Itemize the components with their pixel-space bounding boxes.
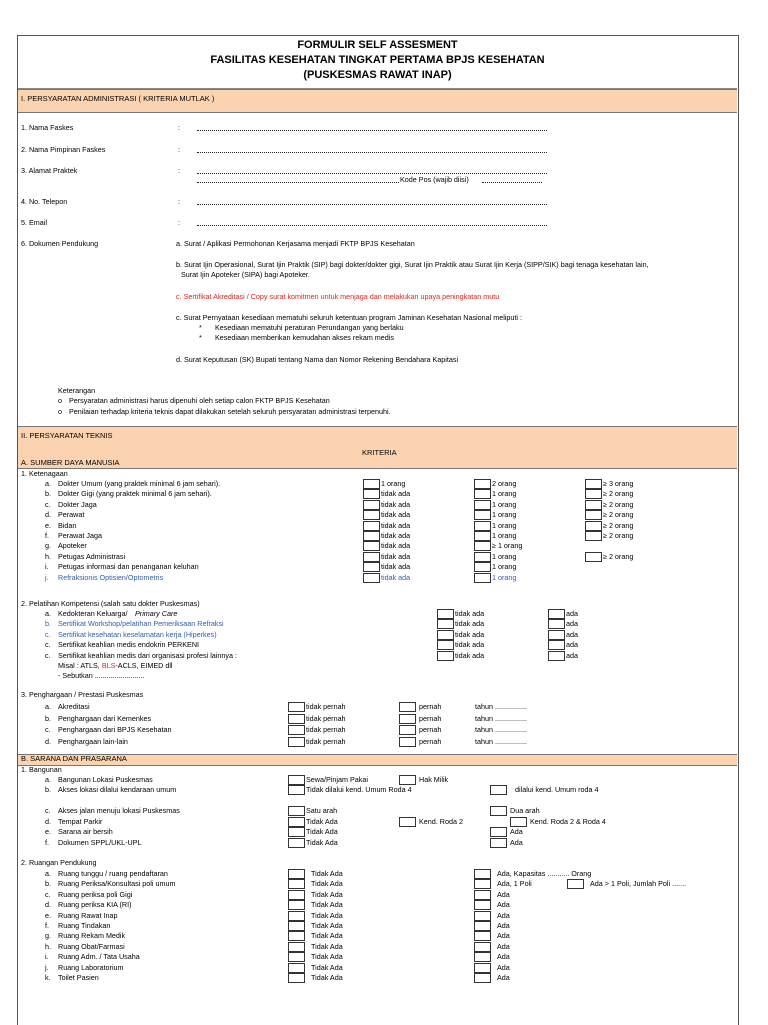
row-label: Sertifikat Workshop/pelatihan Pemeriksaan Refraksi xyxy=(58,619,224,629)
bullet-icon: * xyxy=(199,323,202,332)
option-1-label: tidak ada xyxy=(381,531,411,540)
section-teknis-band xyxy=(18,426,737,450)
option-1-label: tidak ada xyxy=(381,489,411,499)
field-input[interactable] xyxy=(197,204,547,205)
doc-a: a. Surat / Aplikasi Permohonan Kerjasama menjadi FKTP BPJS Kesehatan xyxy=(176,239,415,248)
field-colon: : xyxy=(178,197,180,206)
checkbox-option-3[interactable] xyxy=(585,500,602,510)
row-label: Sertifikat keahlian medis dari organisasi profesi lainnya : xyxy=(58,650,237,660)
field-label: 4. No. Telepon xyxy=(21,197,68,206)
checkbox-option-2[interactable] xyxy=(474,479,491,489)
option-1-label: tidak pernah xyxy=(306,736,346,746)
option-2-label: Dua arah xyxy=(510,806,540,815)
option-2-label: Ada xyxy=(497,962,510,972)
penghargaan-title: 3. Penghargaan / Prestasi Puskesmas xyxy=(21,690,144,699)
option-2-label: ada xyxy=(566,619,578,629)
row-label: Dokter Gigi (yang praktek minimal 6 jam sehari). xyxy=(58,489,212,499)
field-colon: : xyxy=(178,166,180,175)
checkbox-tidak-ada[interactable] xyxy=(288,963,305,973)
option-1-label: Satu arah xyxy=(306,806,338,815)
doc-d-item: * Kesediaan memberikan kemudahan akses rekam medis xyxy=(199,333,394,342)
checkbox-option-2[interactable] xyxy=(474,531,491,541)
option-1-label: tidak ada xyxy=(381,551,411,561)
checkbox-ada[interactable] xyxy=(474,973,491,983)
option-1-label: Tidak Ada xyxy=(311,900,343,910)
option-2-label: Ada, Kapasitas ........... Orang xyxy=(497,869,592,878)
option-1-label: Tidak dilalui kend. Umum Roda 4 xyxy=(306,785,412,794)
option-1-label: Tidak Ada xyxy=(311,869,343,878)
row-letter: e. xyxy=(45,827,51,836)
checkbox-option-3[interactable] xyxy=(585,531,602,541)
checkbox-option-1[interactable] xyxy=(363,562,380,572)
checkbox-option-1[interactable] xyxy=(288,817,305,827)
option-2-label: ≥ 1 orang xyxy=(492,541,523,551)
row-label: Perawat Jaga xyxy=(58,531,102,540)
checkbox-tidak-ada[interactable] xyxy=(437,640,454,650)
checkbox-option-2[interactable] xyxy=(474,541,491,551)
row-label: Dokumen SPPL/UKL-UPL xyxy=(58,838,142,847)
row-label: Toilet Pasien xyxy=(58,973,99,982)
tahun-input: tahun ................ xyxy=(475,702,527,711)
option-2-label: 1 orang xyxy=(492,520,517,530)
checkbox-option-2[interactable] xyxy=(490,838,507,848)
option-3-label: ≥ 2 orang xyxy=(603,489,634,499)
row-label: Ruang Periksa/Konsultasi poli umum xyxy=(58,879,176,889)
option-1-label: Tidak Ada xyxy=(306,838,338,847)
checkbox-option-1[interactable] xyxy=(363,510,380,520)
row-label: Ruang Obat/Farmasi xyxy=(58,941,125,951)
option-1-label: tidak ada xyxy=(455,619,485,629)
option-2-label: Ada xyxy=(497,952,510,962)
option-2-label: Ada xyxy=(497,931,510,941)
checkbox-option-1[interactable] xyxy=(288,806,305,816)
row-letter: d. xyxy=(45,900,51,910)
pelatihan-title: 2. Pelatihan Kompetensi (salah satu dokter Puskesmas) xyxy=(21,599,200,608)
doc-e: d. Surat Keputusan (SK) Bupati tentang Nama dan Nomor Rekening Bendahara Kapitasi xyxy=(176,355,459,364)
option-1-label: tidak ada xyxy=(381,510,411,520)
option-1-label: Tidak Ada xyxy=(311,952,343,962)
field-input[interactable] xyxy=(197,173,547,174)
option-3-label: ≥ 2 orang xyxy=(603,520,634,530)
row-label: Dokter Umum (yang praktek minimal 6 jam sehari). xyxy=(58,479,221,488)
row-label: Akses jalan menuju lokasi Puskesmas xyxy=(58,806,180,815)
row-letter: c. xyxy=(45,725,51,734)
option-2-label: Ada xyxy=(510,838,523,847)
row-label: Penghargaan dari BPJS Kesehatan xyxy=(58,725,172,734)
row-label: Ruang periksa KIA (RI) xyxy=(58,900,132,910)
option-1-label: Sewa/Pinjam Pakai xyxy=(306,775,368,784)
row-letter: i. xyxy=(45,562,49,572)
misal-part: Misal : ATLS, xyxy=(58,661,102,670)
option-2-label: 1 orang xyxy=(492,499,517,509)
keterangan-item: Penilaian terhadap kriteria teknis dapat dilakukan setelah seluruh persyaratan administrasi terpenuhi. xyxy=(69,407,391,416)
checkbox-tidak-pernah[interactable] xyxy=(288,725,305,735)
kriteria-header: KRITERIA xyxy=(362,448,397,457)
row-label: Apoteker xyxy=(58,541,87,551)
option-1-label: tidak ada xyxy=(455,640,485,650)
checkbox-pernah[interactable] xyxy=(399,737,416,747)
option-1-label: Tidak Ada xyxy=(311,931,343,941)
row-label: Sarana air bersih xyxy=(58,827,113,836)
bullet-icon: * xyxy=(199,333,202,342)
row-label: Akreditasi xyxy=(58,702,90,711)
row-letter: j. xyxy=(45,962,49,972)
row-letter: a. xyxy=(45,702,51,711)
doc-d-item: * Kesediaan mematuhi peraturan Perundangan yang berlaku xyxy=(199,323,404,332)
checkbox-tidak-ada[interactable] xyxy=(288,911,305,921)
checkbox-pernah[interactable] xyxy=(399,702,416,712)
form-title-2: FASILITAS KESEHATAN TINGKAT PERTAMA BPJS KESEHATAN xyxy=(210,54,545,66)
option-2-label: ada xyxy=(566,629,578,639)
checkbox-option-2[interactable] xyxy=(474,510,491,520)
field-colon: : xyxy=(178,123,180,132)
row-letter: g. xyxy=(45,931,51,941)
row-label: Ruang periksa poli Gigi xyxy=(58,889,133,899)
option-1-label: tidak ada xyxy=(381,499,411,509)
row-letter: b. xyxy=(45,713,51,723)
checkbox-option-2[interactable] xyxy=(474,500,491,510)
row-letter: d. xyxy=(45,817,51,826)
sebutkan-input: - Sebutkan ......................... xyxy=(58,671,145,680)
checkbox-tidak-pernah[interactable] xyxy=(288,737,305,747)
checkbox-option-2[interactable] xyxy=(474,552,491,562)
checkbox-option-1[interactable] xyxy=(363,500,380,510)
checkbox-ada[interactable] xyxy=(548,651,565,661)
option-3-label: Kend. Roda 2 & Roda 4 xyxy=(530,817,606,826)
misal-text xyxy=(58,661,173,671)
row-letter: c. xyxy=(45,499,51,509)
checkbox-option-1[interactable] xyxy=(363,521,380,531)
ruangan-title: 2. Ruangan Pendukung xyxy=(21,858,97,867)
row-letter: b. xyxy=(45,619,51,629)
row-label: Ruang Rekam Medik xyxy=(58,931,126,941)
option-2-label: Ada xyxy=(497,941,510,951)
checkbox-option-3[interactable] xyxy=(585,510,602,520)
option-3-label: ≥ 2 orang xyxy=(603,499,634,509)
checkbox-ada[interactable] xyxy=(474,879,491,889)
option-1-label: tidak ada xyxy=(381,572,411,582)
option-1-label: 1 orang xyxy=(381,479,406,488)
row-label: Tempat Parkir xyxy=(58,817,103,826)
option-2-label: 1 orang xyxy=(492,531,517,540)
checkbox-ada[interactable] xyxy=(548,619,565,629)
option-2-label: 1 orang xyxy=(492,572,517,582)
checkbox-option-1[interactable] xyxy=(363,541,380,551)
option-1-label: Tidak Ada xyxy=(311,889,343,899)
option-1-label: Tidak Ada xyxy=(311,879,343,889)
row-label: Kedokteran Keluarga/ xyxy=(58,609,128,618)
row-label: Bangunan Lokasi Puskesmas xyxy=(58,775,153,784)
row-label: Dokter Jaga xyxy=(58,499,97,509)
option-2-label: pernah xyxy=(419,702,442,711)
row-letter: a. xyxy=(45,479,51,488)
tahun-input: tahun ................ xyxy=(475,725,527,734)
row-letter: i. xyxy=(45,952,49,962)
doc-d: c. Surat Pernyataan kesediaan mematuhi seluruh ketentuan program Jaminan Kesehatan Nasional meliputi : xyxy=(176,313,522,322)
keterangan-item: Persyaratan administrasi harus dipenuhi oleh setiap calon FKTP BPJS Kesehatan xyxy=(69,396,330,405)
row-label: Ruang Rawat Inap xyxy=(58,910,118,920)
field-label: 1. Nama Faskes xyxy=(21,123,74,132)
field-colon: : xyxy=(178,218,180,227)
checkbox-option-1[interactable] xyxy=(363,573,380,583)
option-3-label: ≥ 2 orang xyxy=(603,551,634,561)
checkbox-ada[interactable] xyxy=(474,963,491,973)
option-2-label: ada xyxy=(566,650,578,660)
row-label: Perawat xyxy=(58,510,85,520)
row-letter: f. xyxy=(45,838,49,847)
option-2-label: Ada, 1 Poli xyxy=(497,879,532,889)
checkbox-option-2[interactable] xyxy=(490,827,507,837)
checkbox-ada[interactable] xyxy=(548,630,565,640)
field-input[interactable] xyxy=(197,225,547,226)
option-2-label: 1 orang xyxy=(492,551,517,561)
option-2-label: 1 orang xyxy=(492,489,517,499)
row-label: Penghargaan dari Kemenkes xyxy=(58,713,152,723)
checkbox-option-1[interactable] xyxy=(288,838,305,848)
row-label: Penghargaan lain-lain xyxy=(58,736,128,746)
row-letter: b. xyxy=(45,879,51,889)
form-title-1: FORMULIR SELF ASSESMENT xyxy=(297,39,458,51)
checkbox-option-2[interactable] xyxy=(399,775,416,785)
checkbox-option-1[interactable] xyxy=(363,531,380,541)
checkbox-option-1[interactable] xyxy=(363,489,380,499)
checkbox-tidak-ada[interactable] xyxy=(288,869,305,879)
option-1-label: Tidak Ada xyxy=(311,962,343,972)
sarana-title: B. SARANA DAN PRASARANA xyxy=(21,754,127,763)
option-1-label: Tidak Ada xyxy=(311,941,343,951)
row-letter: a. xyxy=(45,869,51,878)
checkbox-multi-poli[interactable] xyxy=(567,879,584,889)
checkbox-tidak-ada[interactable] xyxy=(437,630,454,640)
sdm-band xyxy=(18,458,737,469)
option-1-label: Tidak Ada xyxy=(306,827,338,836)
option-1-label: Tidak Ada xyxy=(311,921,343,930)
keterangan-title: Keterangan xyxy=(58,386,96,395)
option-3-label: ≥ 2 orang xyxy=(603,531,634,540)
checkbox-option-2[interactable] xyxy=(399,817,416,827)
checkbox-option-1[interactable] xyxy=(288,775,305,785)
option-2-label: 1 orang xyxy=(492,510,517,520)
checkbox-ada[interactable] xyxy=(474,921,491,931)
checkbox-ada[interactable] xyxy=(548,640,565,650)
row-letter: a. xyxy=(45,609,51,618)
section-admin-title: I. PERSYARATAN ADMINISTRASI ( KRITERIA MUTLAK ) xyxy=(21,94,215,103)
option-2-label: pernah xyxy=(419,736,442,746)
checkbox-option-3[interactable] xyxy=(510,817,527,827)
circle-bullet-icon: o xyxy=(58,396,62,405)
row-label: Refraksionis Optisien/Optometris xyxy=(58,572,164,582)
option-2-label: 1 orang xyxy=(492,562,517,572)
option-2-label: Ada xyxy=(510,827,523,836)
row-label: Akses lokasi dilalui kendaraan umum xyxy=(58,785,177,794)
checkbox-option-2[interactable] xyxy=(474,562,491,572)
option-1-label: tidak ada xyxy=(381,541,411,551)
row-label: Sertifikat kesehatan keselamatan kerja (Hiperkes) xyxy=(58,629,217,639)
row-letter: c. xyxy=(45,889,51,899)
row-letter: e. xyxy=(45,520,51,530)
checkbox-option-1[interactable] xyxy=(363,552,380,562)
doc-b-line2: Surat Ijin Apoteker (SIPA) bagi Apoteker. xyxy=(181,270,310,279)
option-2-label: Ada xyxy=(497,921,510,930)
option-1-label: tidak pernah xyxy=(306,713,346,723)
checkbox-tidak-ada[interactable] xyxy=(288,921,305,931)
option-1-label: tidak ada xyxy=(455,650,485,660)
checkbox-option-2[interactable] xyxy=(490,806,507,816)
checkbox-tidak-ada[interactable] xyxy=(437,609,454,619)
option-1-label: Tidak Ada xyxy=(311,910,343,920)
option-2-label: Ada xyxy=(497,889,510,899)
section-teknis-title: II. PERSYARATAN TEKNIS xyxy=(21,431,113,440)
address-line-2[interactable] xyxy=(197,182,399,183)
option-1-label: tidak pernah xyxy=(306,702,346,711)
field-label: 6. Dokumen Pendukung xyxy=(21,239,99,248)
checkbox-tidak-ada[interactable] xyxy=(288,879,305,889)
doc-b-line1: b. Surat Ijin Operasional, Surat Ijin Praktik (SIP) bagi dokter/dokter gigi, Surat Ijin Praktik atau Surat Ijin Kerja (SIPP/SIK) bagi tenaga kesehatan lain, xyxy=(176,260,649,269)
poli-extra-label: Ada > 1 Poli, Jumlah Poli ....... xyxy=(590,879,687,889)
row-letter: b. xyxy=(45,785,51,794)
row-letter: c. xyxy=(45,629,51,639)
bangunan-title: 1. Bangunan xyxy=(21,765,62,774)
checkbox-tidak-ada[interactable] xyxy=(288,900,305,910)
field-label: 5. Email xyxy=(21,218,47,227)
checkbox-ada[interactable] xyxy=(474,942,491,952)
row-letter: c. xyxy=(45,640,51,650)
row-label: Ruang Laboratorium xyxy=(58,962,124,972)
checkbox-tidak-ada[interactable] xyxy=(288,973,305,983)
row-letter: h. xyxy=(45,551,51,561)
checkbox-option-3[interactable] xyxy=(585,479,602,489)
checkbox-tidak-ada[interactable] xyxy=(288,931,305,941)
checkbox-tidak-pernah[interactable] xyxy=(288,702,305,712)
checkbox-tidak-ada[interactable] xyxy=(288,890,305,900)
tahun-input: tahun ................ xyxy=(475,736,527,746)
option-1-label: Tidak Ada xyxy=(311,973,343,982)
checkbox-option-1[interactable] xyxy=(363,479,380,489)
row-label: Ruang tunggu / ruang pendaftaran xyxy=(58,869,168,878)
row-letter: b. xyxy=(45,489,51,499)
checkbox-option-2[interactable] xyxy=(474,573,491,583)
checkbox-tidak-ada[interactable] xyxy=(288,942,305,952)
checkbox-pernah[interactable] xyxy=(399,714,416,724)
tahun-input: tahun ................ xyxy=(475,713,527,723)
checkbox-ada[interactable] xyxy=(474,900,491,910)
row-letter: c. xyxy=(45,650,51,660)
checkbox-pernah[interactable] xyxy=(399,725,416,735)
checkbox-option-2[interactable] xyxy=(474,521,491,531)
misal-part: -ACLS, EIMED dll xyxy=(115,661,173,670)
checkbox-option-3[interactable] xyxy=(585,521,602,531)
row-label: Sertifikat keahlian medis endokrin PERKENI xyxy=(58,640,200,650)
option-2-label: Hak Milik xyxy=(419,775,449,784)
row-label: Petugas Administrasi xyxy=(58,551,126,561)
row-letter: d. xyxy=(45,510,51,520)
field-label: 3. Alamat Praktek xyxy=(21,166,78,175)
row-label: Bidan xyxy=(58,520,77,530)
checkbox-tidak-pernah[interactable] xyxy=(288,714,305,724)
row-letter: j. xyxy=(45,572,49,582)
row-letter: g. xyxy=(45,541,51,551)
checkbox-tidak-ada[interactable] xyxy=(437,651,454,661)
option-1-label: tidak ada xyxy=(455,609,485,618)
row-letter: k. xyxy=(45,973,51,982)
option-1-label: tidak pernah xyxy=(306,725,346,734)
checkbox-ada[interactable] xyxy=(474,890,491,900)
option-1-label: tidak ada xyxy=(381,520,411,530)
option-3-label: ≥ 2 orang xyxy=(603,510,634,520)
option-2-label: pernah xyxy=(419,725,442,734)
option-2-label: Ada xyxy=(497,910,510,920)
doc-c: c. Sertifikat Akreditasi / Copy surat komitmen untuk menjaga dan melakukan upaya peningkatan mutu xyxy=(176,292,500,301)
row-letter: d. xyxy=(45,736,51,746)
option-2-label: 2 orang xyxy=(492,479,517,488)
row-letter: h. xyxy=(45,941,51,951)
option-2-label: pernah xyxy=(419,713,442,723)
option-2-label: Ada xyxy=(497,973,510,982)
option-2-label: Kend. Roda 2 xyxy=(419,817,463,826)
sdm-title: A. SUMBER DAYA MANUSIA xyxy=(21,458,120,467)
checkbox-ada[interactable] xyxy=(474,931,491,941)
checkbox-option-2[interactable] xyxy=(490,785,507,795)
option-2-label: ada xyxy=(566,609,578,618)
checkbox-ada[interactable] xyxy=(474,869,491,879)
row-label-italic: Primary Care xyxy=(135,609,178,618)
checkbox-option-1[interactable] xyxy=(288,785,305,795)
checkbox-option-2[interactable] xyxy=(474,489,491,499)
checkbox-option-3[interactable] xyxy=(585,489,602,499)
checkbox-ada[interactable] xyxy=(474,911,491,921)
row-letter: f. xyxy=(45,531,49,540)
row-label: Ruang Tindakan xyxy=(58,921,111,930)
checkbox-ada[interactable] xyxy=(548,609,565,619)
option-1-label: tidak ada xyxy=(381,562,411,572)
checkbox-option-1[interactable] xyxy=(288,827,305,837)
option-1-label: tidak ada xyxy=(455,629,485,639)
row-letter: e. xyxy=(45,910,51,920)
kode-pos-label: Kode Pos (wajib diisi) xyxy=(400,175,469,184)
row-label: Petugas informasi dan penanganan keluhan xyxy=(58,562,199,572)
misal-part: BLS xyxy=(101,661,116,670)
kode-pos-input[interactable] xyxy=(482,182,542,183)
row-letter: a. xyxy=(45,775,51,784)
option-2-label: dilalui kend. Umum roda 4 xyxy=(515,785,599,794)
field-colon: : xyxy=(178,145,180,154)
ketenagaan-title: 1. Ketenagaan xyxy=(21,469,68,478)
field-input[interactable] xyxy=(197,130,547,131)
field-label: 2. Nama Pimpinan Faskes xyxy=(21,145,106,154)
field-input[interactable] xyxy=(197,152,547,153)
circle-bullet-icon: o xyxy=(58,407,62,416)
option-2-label: ada xyxy=(566,640,578,650)
checkbox-option-3[interactable] xyxy=(585,552,602,562)
row-letter: c. xyxy=(45,806,51,815)
row-letter: f. xyxy=(45,921,49,930)
checkbox-ada[interactable] xyxy=(474,952,491,962)
option-2-label: Ada xyxy=(497,900,510,910)
row-label: Ruang Adm. / Tata Usaha xyxy=(58,952,140,962)
form-title-3: (PUSKESMAS RAWAT INAP) xyxy=(303,69,452,81)
checkbox-tidak-ada[interactable] xyxy=(437,619,454,629)
option-1-label: Tidak Ada xyxy=(306,817,338,826)
checkbox-tidak-ada[interactable] xyxy=(288,952,305,962)
option-3-label: ≥ 3 orang xyxy=(603,479,634,488)
